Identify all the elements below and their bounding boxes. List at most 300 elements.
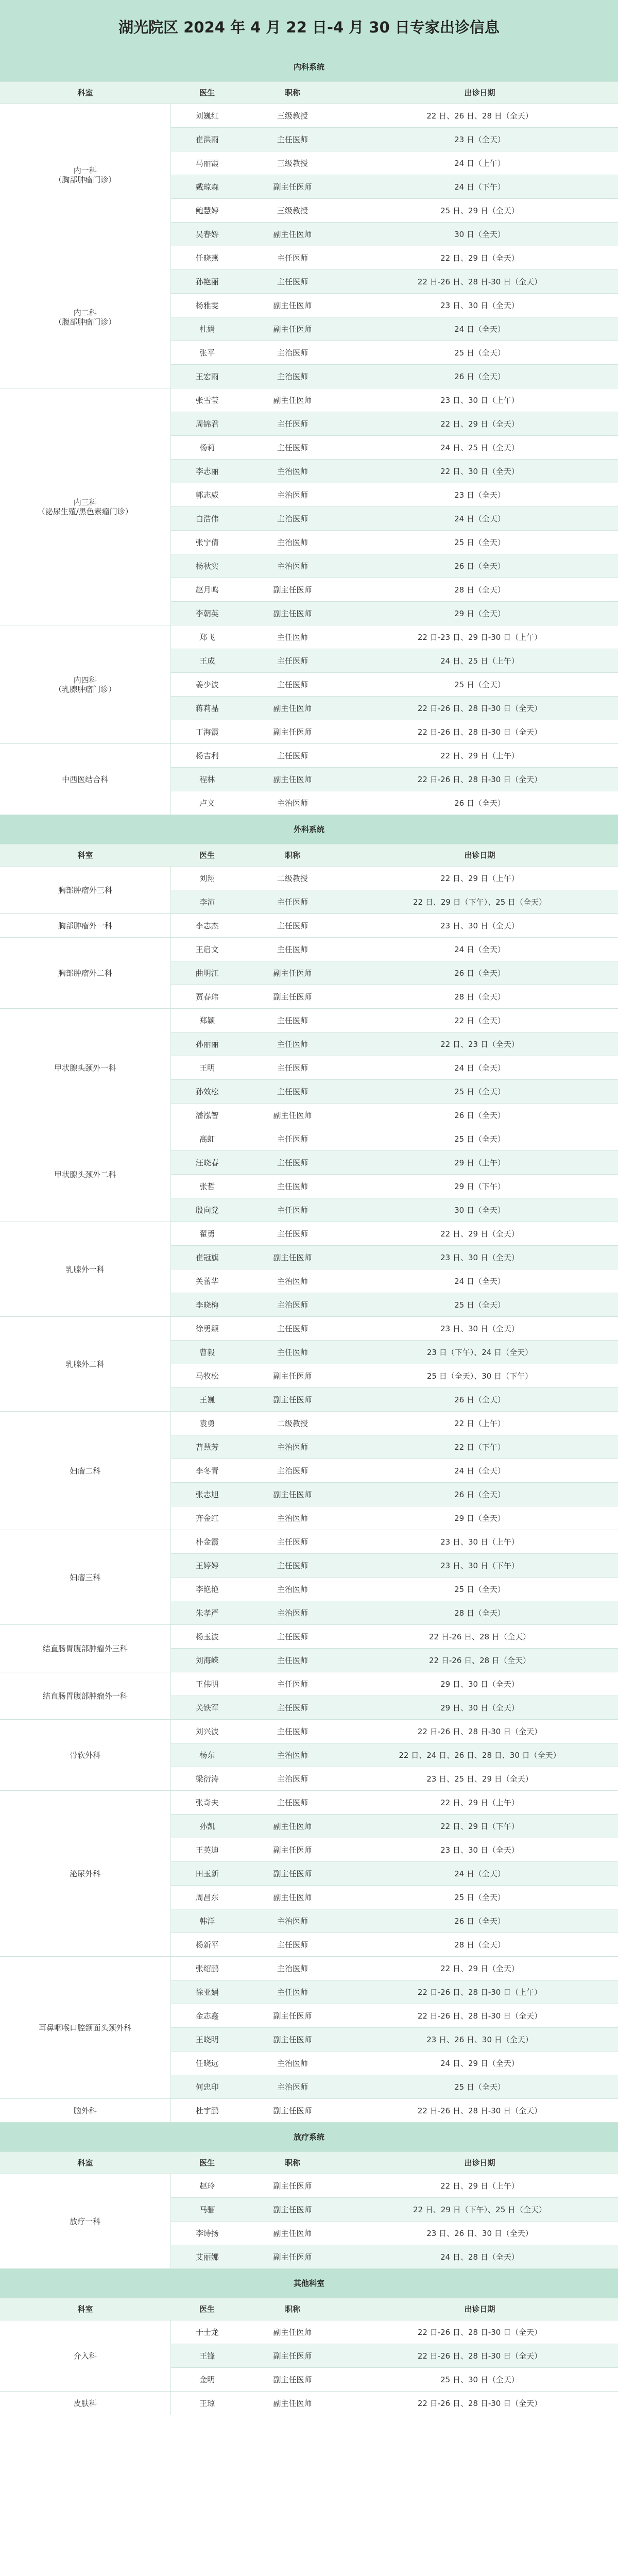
doctor-name: 杨吉利 (170, 744, 244, 768)
visit-dates: 22 日、23 日（全天） (341, 1032, 618, 1056)
doctor-title: 副主任医师 (244, 578, 341, 602)
doctor-title: 主治医师 (244, 460, 341, 483)
doctor-title: 主任医师 (244, 1649, 341, 1672)
doctor-title: 副主任医师 (244, 985, 341, 1009)
doctor-name: 艾丽娜 (170, 2245, 244, 2269)
visit-dates: 22 日-26 日、28 日-30 日（全天） (341, 2099, 618, 2123)
doctor-name: 马丽霞 (170, 151, 244, 175)
doctor-title: 主治医师 (244, 1435, 341, 1459)
dept-name: 骨软外科 (0, 1720, 170, 1791)
doctor-title: 副主任医师 (244, 1862, 341, 1886)
visit-dates: 26 日（全天） (341, 1909, 618, 1933)
doctor-title: 主任医师 (244, 1198, 341, 1222)
table-row (0, 2392, 618, 2415)
visit-dates: 22 日（全天） (341, 1009, 618, 1032)
visit-dates: 25 日（全天） (341, 1293, 618, 1317)
visit-dates: 24 日（全天） (341, 1862, 618, 1886)
doctor-title: 三级教授 (244, 151, 341, 175)
visit-dates: 25 日、29 日（全天） (341, 199, 618, 223)
visit-dates: 26 日（全天） (341, 1388, 618, 1412)
dept-name: 乳腺外一科 (0, 1222, 170, 1317)
doctor-name: 张哲 (170, 1175, 244, 1198)
doctor-name: 金明 (170, 2368, 244, 2392)
header-date: 出诊日期 (341, 2298, 618, 2320)
doctor-title: 副主任医师 (244, 2344, 341, 2368)
visit-dates: 22 日（下午） (341, 1435, 618, 1459)
doctor-name: 王晓明 (170, 2028, 244, 2052)
doctor-name: 金志鑫 (170, 2004, 244, 2028)
doctor-name: 李晓梅 (170, 1293, 244, 1317)
column-header-row (0, 2152, 618, 2174)
doctor-name: 翟勇 (170, 1222, 244, 1246)
header-title: 职称 (244, 82, 341, 104)
doctor-title: 主治医师 (244, 1743, 341, 1767)
doctor-title: 主任医师 (244, 1625, 341, 1649)
doctor-name: 杨雅雯 (170, 294, 244, 317)
doctor-title: 副主任医师 (244, 2392, 341, 2415)
visit-dates: 22 日-26 日、28 日-30 日（全天） (341, 697, 618, 720)
doctor-name: 曹慧芳 (170, 1435, 244, 1459)
table-row (0, 1625, 618, 1649)
visit-dates: 22 日-26 日、28 日-30 日（全天） (341, 2392, 618, 2415)
visit-dates: 26 日（全天） (341, 1483, 618, 1506)
doctor-title: 副主任医师 (244, 175, 341, 199)
doctor-title: 主治医师 (244, 2075, 341, 2099)
doctor-title: 主任医师 (244, 1222, 341, 1246)
doctor-title: 主治医师 (244, 531, 341, 554)
header-dept: 科室 (0, 82, 170, 104)
doctor-name: 朴金霞 (170, 1530, 244, 1554)
doctor-title: 副主任医师 (244, 2004, 341, 2028)
header-title: 职称 (244, 844, 341, 867)
visit-dates: 25 日（全天） (341, 531, 618, 554)
doctor-name: 姜少波 (170, 673, 244, 697)
visit-dates: 22 日-23 日、29 日-30 日（上午） (341, 625, 618, 649)
visit-dates: 22 日、29 日（全天） (341, 412, 618, 436)
doctor-name: 曹毅 (170, 1341, 244, 1364)
doctor-name: 李志杰 (170, 914, 244, 938)
header-doctor: 医生 (170, 2152, 244, 2174)
doctor-name: 关蕾华 (170, 1269, 244, 1293)
visit-dates: 23 日、30 日（全天） (341, 1317, 618, 1341)
doctor-name: 袁勇 (170, 1412, 244, 1435)
section-title: 其他科室 (0, 2269, 618, 2298)
visit-dates: 24 日、29 日（全天） (341, 2052, 618, 2075)
doctor-title: 主治医师 (244, 1506, 341, 1530)
header-dept: 科室 (0, 2152, 170, 2174)
doctor-title: 主治医师 (244, 1293, 341, 1317)
table-row (0, 625, 618, 649)
doctor-title: 主任医师 (244, 1317, 341, 1341)
doctor-title: 主任医师 (244, 436, 341, 460)
visit-dates: 30 日（全天） (341, 223, 618, 246)
visit-dates: 22 日、29 日（上午） (341, 2174, 618, 2198)
visit-dates: 24 日（全天） (341, 317, 618, 341)
doctor-name: 孙丽丽 (170, 1032, 244, 1056)
visit-dates: 28 日（全天） (341, 1601, 618, 1625)
doctor-title: 主任医师 (244, 1530, 341, 1554)
doctor-title: 主任医师 (244, 1696, 341, 1720)
doctor-name: 杨玉波 (170, 1625, 244, 1649)
visit-dates: 23 日、26 日、30 日（全天） (341, 2222, 618, 2245)
dept-name: 结直肠胃腹部肿瘤外三科 (0, 1625, 170, 1672)
doctor-name: 郭志威 (170, 483, 244, 507)
visit-dates: 25 日、30 日（全天） (341, 2368, 618, 2392)
doctor-name: 郑飞 (170, 625, 244, 649)
section-header-row (0, 815, 618, 844)
doctor-name: 张雪莹 (170, 388, 244, 412)
visit-dates: 22 日-26 日、28 日-30 日（全天） (341, 270, 618, 294)
visit-dates: 22 日、29 日（下午） (341, 1815, 618, 1838)
doctor-name: 徐勇颖 (170, 1317, 244, 1341)
header-dept: 科室 (0, 844, 170, 867)
schedule-table (0, 53, 618, 2415)
dept-name: 胸部肿瘤外一科 (0, 914, 170, 938)
visit-dates: 23 日、30 日（下午） (341, 1554, 618, 1578)
dept-name: 泌尿外科 (0, 1791, 170, 1957)
visit-dates: 26 日（全天） (341, 1104, 618, 1127)
table-row (0, 104, 618, 128)
doctor-name: 郑颖 (170, 1009, 244, 1032)
doctor-title: 主任医师 (244, 744, 341, 768)
doctor-name: 殷向党 (170, 1198, 244, 1222)
doctor-title: 副主任医师 (244, 1815, 341, 1838)
doctor-name: 刘巍红 (170, 104, 244, 128)
visit-dates: 24 日（全天） (341, 1056, 618, 1080)
doctor-title: 主任医师 (244, 1056, 341, 1080)
visit-dates: 22 日、30 日（全天） (341, 460, 618, 483)
doctor-title: 主治医师 (244, 2052, 341, 2075)
doctor-name: 赵玲 (170, 2174, 244, 2198)
table-row (0, 938, 618, 961)
doctor-name: 孙效松 (170, 1080, 244, 1104)
doctor-name: 王琼 (170, 2392, 244, 2415)
visit-dates: 26 日（全天） (341, 365, 618, 388)
doctor-name: 张绍鹏 (170, 1957, 244, 1980)
doctor-title: 主任医师 (244, 1980, 341, 2004)
visit-dates: 23 日、30 日（全天） (341, 1838, 618, 1862)
visit-dates: 29 日、30 日（全天） (341, 1672, 618, 1696)
table-row (0, 1222, 618, 1246)
visit-dates: 29 日（下午） (341, 1175, 618, 1198)
table-row (0, 388, 618, 412)
visit-dates: 22 日、29 日（上午） (341, 1791, 618, 1815)
doctor-title: 副主任医师 (244, 1838, 341, 1862)
doctor-title: 副主任医师 (244, 602, 341, 625)
doctor-title: 主任医师 (244, 673, 341, 697)
doctor-title: 主任医师 (244, 1151, 341, 1175)
dept-name: 中西医结合科 (0, 744, 170, 815)
doctor-name: 杨莉 (170, 436, 244, 460)
doctor-title: 主任医师 (244, 914, 341, 938)
doctor-name: 潘泓智 (170, 1104, 244, 1127)
visit-dates: 25 日（全天） (341, 1886, 618, 1909)
visit-dates: 28 日（全天） (341, 578, 618, 602)
doctor-name: 鲍慧婷 (170, 199, 244, 223)
dept-name: 内三科 （泌尿生殖/黑色素瘤门诊） (0, 388, 170, 625)
doctor-title: 副主任医师 (244, 768, 341, 791)
doctor-title: 主治医师 (244, 554, 341, 578)
visit-dates: 23 日、30 日（上午） (341, 388, 618, 412)
visit-dates: 22 日、29 日（下午）、25 日（全天） (341, 890, 618, 914)
header-title: 职称 (244, 2152, 341, 2174)
doctor-title: 副主任医师 (244, 961, 341, 985)
visit-dates: 23 日（全天） (341, 128, 618, 151)
doctor-title: 主任医师 (244, 270, 341, 294)
table-row (0, 1412, 618, 1435)
doctor-title: 主任医师 (244, 128, 341, 151)
visit-dates: 23 日（下午）、24 日（全天） (341, 1341, 618, 1364)
doctor-name: 何忠印 (170, 2075, 244, 2099)
dept-name: 胸部肿瘤外三科 (0, 867, 170, 914)
dept-name: 妇瘤三科 (0, 1530, 170, 1625)
visit-dates: 29 日（全天） (341, 1506, 618, 1530)
visit-dates: 24 日、25 日（全天） (341, 436, 618, 460)
doctor-name: 杜宇鹏 (170, 2099, 244, 2123)
column-header-row (0, 2298, 618, 2320)
doctor-name: 白浩伟 (170, 507, 244, 531)
table-row (0, 1672, 618, 1696)
doctor-title: 主任医师 (244, 890, 341, 914)
doctor-name: 李沛 (170, 890, 244, 914)
dept-name: 甲状腺头颈外一科 (0, 1009, 170, 1127)
visit-dates: 24 日（下午） (341, 175, 618, 199)
table-row (0, 1791, 618, 1815)
dept-name: 乳腺外二科 (0, 1317, 170, 1412)
visit-dates: 22 日-26 日、28 日-30 日（全天） (341, 1720, 618, 1743)
doctor-name: 李诗扬 (170, 2222, 244, 2245)
table-row (0, 246, 618, 270)
visit-dates: 28 日（全天） (341, 1933, 618, 1957)
doctor-title: 主任医师 (244, 1672, 341, 1696)
dept-name: 皮肤科 (0, 2392, 170, 2415)
section-header-row (0, 2269, 618, 2298)
table-row (0, 1317, 618, 1341)
doctor-title: 副主任医师 (244, 720, 341, 744)
dept-name: 内一科 （胸部肿瘤门诊） (0, 104, 170, 246)
header-doctor: 医生 (170, 2298, 244, 2320)
visit-dates: 25 日（全天） (341, 1080, 618, 1104)
doctor-title: 主任医师 (244, 1554, 341, 1578)
visit-dates: 26 日（全天） (341, 791, 618, 815)
dept-name: 介入科 (0, 2320, 170, 2392)
dept-name: 妇瘤二科 (0, 1412, 170, 1530)
doctor-title: 主治医师 (244, 1269, 341, 1293)
doctor-name: 李朝英 (170, 602, 244, 625)
doctor-name: 关铁军 (170, 1696, 244, 1720)
doctor-title: 主治医师 (244, 1459, 341, 1483)
doctor-name: 孙艳丽 (170, 270, 244, 294)
section-header-row (0, 2123, 618, 2152)
visit-dates: 22 日、29 日（全天） (341, 246, 618, 270)
doctor-name: 王英迪 (170, 1838, 244, 1862)
visit-dates: 24 日（全天） (341, 938, 618, 961)
doctor-name: 马牧松 (170, 1364, 244, 1388)
visit-dates: 24 日（全天） (341, 1269, 618, 1293)
header-doctor: 医生 (170, 844, 244, 867)
doctor-name: 杨东 (170, 1743, 244, 1767)
doctor-name: 张宁倩 (170, 531, 244, 554)
doctor-name: 王宏雨 (170, 365, 244, 388)
visit-dates: 26 日（全天） (341, 961, 618, 985)
doctor-title: 副主任医师 (244, 2198, 341, 2222)
doctor-name: 周昌东 (170, 1886, 244, 1909)
doctor-name: 刘海嵘 (170, 1649, 244, 1672)
table-row (0, 2099, 618, 2123)
doctor-title: 主治医师 (244, 1578, 341, 1601)
header-dept: 科室 (0, 2298, 170, 2320)
doctor-name: 卢义 (170, 791, 244, 815)
doctor-name: 李志丽 (170, 460, 244, 483)
doctor-name: 周锦君 (170, 412, 244, 436)
doctor-name: 梁衍涛 (170, 1767, 244, 1791)
header-date: 出诊日期 (341, 82, 618, 104)
doctor-name: 高虹 (170, 1127, 244, 1151)
doctor-title: 副主任医师 (244, 2368, 341, 2392)
doctor-title: 主治医师 (244, 483, 341, 507)
doctor-name: 韩洋 (170, 1909, 244, 1933)
visit-dates: 25 日（全天） (341, 1127, 618, 1151)
doctor-name: 李艳艳 (170, 1578, 244, 1601)
doctor-title: 主治医师 (244, 507, 341, 531)
visit-dates: 25 日（全天） (341, 2075, 618, 2099)
doctor-name: 张平 (170, 341, 244, 365)
column-header-row (0, 844, 618, 867)
visit-dates: 23 日、30 日（全天） (341, 1246, 618, 1269)
visit-dates: 24 日、28 日（全天） (341, 2245, 618, 2269)
visit-dates: 22 日-26 日、28 日-30 日（全天） (341, 720, 618, 744)
table-row (0, 1127, 618, 1151)
visit-dates: 23 日（全天） (341, 483, 618, 507)
doctor-title: 主任医师 (244, 1175, 341, 1198)
table-row (0, 2320, 618, 2344)
visit-dates: 23 日、30 日（全天） (341, 294, 618, 317)
visit-dates: 24 日（全天） (341, 507, 618, 531)
doctor-name: 王巍 (170, 1388, 244, 1412)
dept-name: 放疗一科 (0, 2174, 170, 2269)
doctor-title: 副主任医师 (244, 1364, 341, 1388)
doctor-title: 主治医师 (244, 1909, 341, 1933)
visit-dates: 29 日（全天） (341, 602, 618, 625)
doctor-name: 曲明江 (170, 961, 244, 985)
doctor-title: 主任医师 (244, 1032, 341, 1056)
doctor-name: 程林 (170, 768, 244, 791)
doctor-title: 主任医师 (244, 1009, 341, 1032)
doctor-name: 戴琼森 (170, 175, 244, 199)
visit-dates: 22 日-26 日、28 日-30 日（全天） (341, 2320, 618, 2344)
doctor-name: 王明 (170, 1056, 244, 1080)
doctor-name: 丁海霞 (170, 720, 244, 744)
doctor-title: 副主任医师 (244, 2028, 341, 2052)
dept-name: 内二科 （腹部肿瘤门诊） (0, 246, 170, 388)
doctor-title: 主任医师 (244, 1341, 341, 1364)
section-title: 外科系统 (0, 815, 618, 844)
header-doctor: 医生 (170, 82, 244, 104)
doctor-name: 田玉新 (170, 1862, 244, 1886)
visit-dates: 26 日（全天） (341, 554, 618, 578)
doctor-name: 朱孝严 (170, 1601, 244, 1625)
visit-dates: 22 日-26 日、28 日（全天） (341, 1625, 618, 1649)
dept-name: 内四科 （乳腺肿瘤门诊） (0, 625, 170, 744)
doctor-title: 三级教授 (244, 199, 341, 223)
section-header-row (0, 53, 618, 82)
dept-name: 脑外科 (0, 2099, 170, 2123)
dept-name: 胸部肿瘤外二科 (0, 938, 170, 1009)
doctor-name: 张志旭 (170, 1483, 244, 1506)
visit-dates: 22 日（上午） (341, 1412, 618, 1435)
visit-dates: 30 日（全天） (341, 1198, 618, 1222)
doctor-title: 副主任医师 (244, 1483, 341, 1506)
visit-dates: 24 日（上午） (341, 151, 618, 175)
section-title: 内科系统 (0, 53, 618, 82)
doctor-name: 杨新平 (170, 1933, 244, 1957)
doctor-title: 主任医师 (244, 1933, 341, 1957)
doctor-title: 主治医师 (244, 1767, 341, 1791)
table-row (0, 1009, 618, 1032)
doctor-name: 于士龙 (170, 2320, 244, 2344)
table-row (0, 914, 618, 938)
header-date: 出诊日期 (341, 2152, 618, 2174)
doctor-title: 副主任医师 (244, 317, 341, 341)
doctor-title: 主治医师 (244, 365, 341, 388)
visit-dates: 22 日、24 日、26 日、28 日、30 日（全天） (341, 1743, 618, 1767)
doctor-name: 贾春玮 (170, 985, 244, 1009)
doctor-title: 副主任医师 (244, 1104, 341, 1127)
visit-dates: 28 日（全天） (341, 985, 618, 1009)
doctor-title: 副主任医师 (244, 1246, 341, 1269)
doctor-name: 李冬青 (170, 1459, 244, 1483)
doctor-title: 主治医师 (244, 341, 341, 365)
doctor-title: 主任医师 (244, 412, 341, 436)
doctor-title: 主任医师 (244, 1791, 341, 1815)
visit-dates: 23 日、26 日、30 日（全天） (341, 2028, 618, 2052)
visit-dates: 22 日-26 日、28 日-30 日（全天） (341, 768, 618, 791)
table-row (0, 1530, 618, 1554)
doctor-name: 任晓远 (170, 2052, 244, 2075)
visit-dates: 22 日-26 日、28 日-30 日（全天） (341, 2344, 618, 2368)
dept-name: 结直肠胃腹部肿瘤外一科 (0, 1672, 170, 1720)
visit-dates: 22 日、29 日（全天） (341, 1222, 618, 1246)
doctor-name: 吴春娇 (170, 223, 244, 246)
doctor-title: 副主任医师 (244, 1886, 341, 1909)
doctor-title: 主治医师 (244, 1957, 341, 1980)
header-title: 职称 (244, 2298, 341, 2320)
doctor-title: 副主任医师 (244, 2099, 341, 2123)
doctor-name: 崔冠旗 (170, 1246, 244, 1269)
doctor-name: 孙凯 (170, 1815, 244, 1838)
visit-dates: 22 日、29 日（上午） (341, 867, 618, 890)
visit-dates: 23 日、25 日、29 日（全天） (341, 1767, 618, 1791)
doctor-name: 赵月鸣 (170, 578, 244, 602)
visit-dates: 22 日-26 日、28 日（全天） (341, 1649, 618, 1672)
doctor-title: 副主任医师 (244, 388, 341, 412)
doctor-name: 刘翔 (170, 867, 244, 890)
doctor-name: 王伟明 (170, 1672, 244, 1696)
doctor-name: 张奇夫 (170, 1791, 244, 1815)
doctor-title: 主治医师 (244, 791, 341, 815)
doctor-name: 王锋 (170, 2344, 244, 2368)
header-date: 出诊日期 (341, 844, 618, 867)
visit-dates: 24 日、25 日（上午） (341, 649, 618, 673)
doctor-title: 副主任医师 (244, 697, 341, 720)
visit-dates: 23 日、30 日（全天） (341, 914, 618, 938)
doctor-name: 王成 (170, 649, 244, 673)
visit-dates: 29 日（上午） (341, 1151, 618, 1175)
doctor-name: 崔洪雨 (170, 128, 244, 151)
doctor-name: 杜娟 (170, 317, 244, 341)
dept-name: 甲状腺头颈外二科 (0, 1127, 170, 1222)
doctor-name: 杨秋实 (170, 554, 244, 578)
